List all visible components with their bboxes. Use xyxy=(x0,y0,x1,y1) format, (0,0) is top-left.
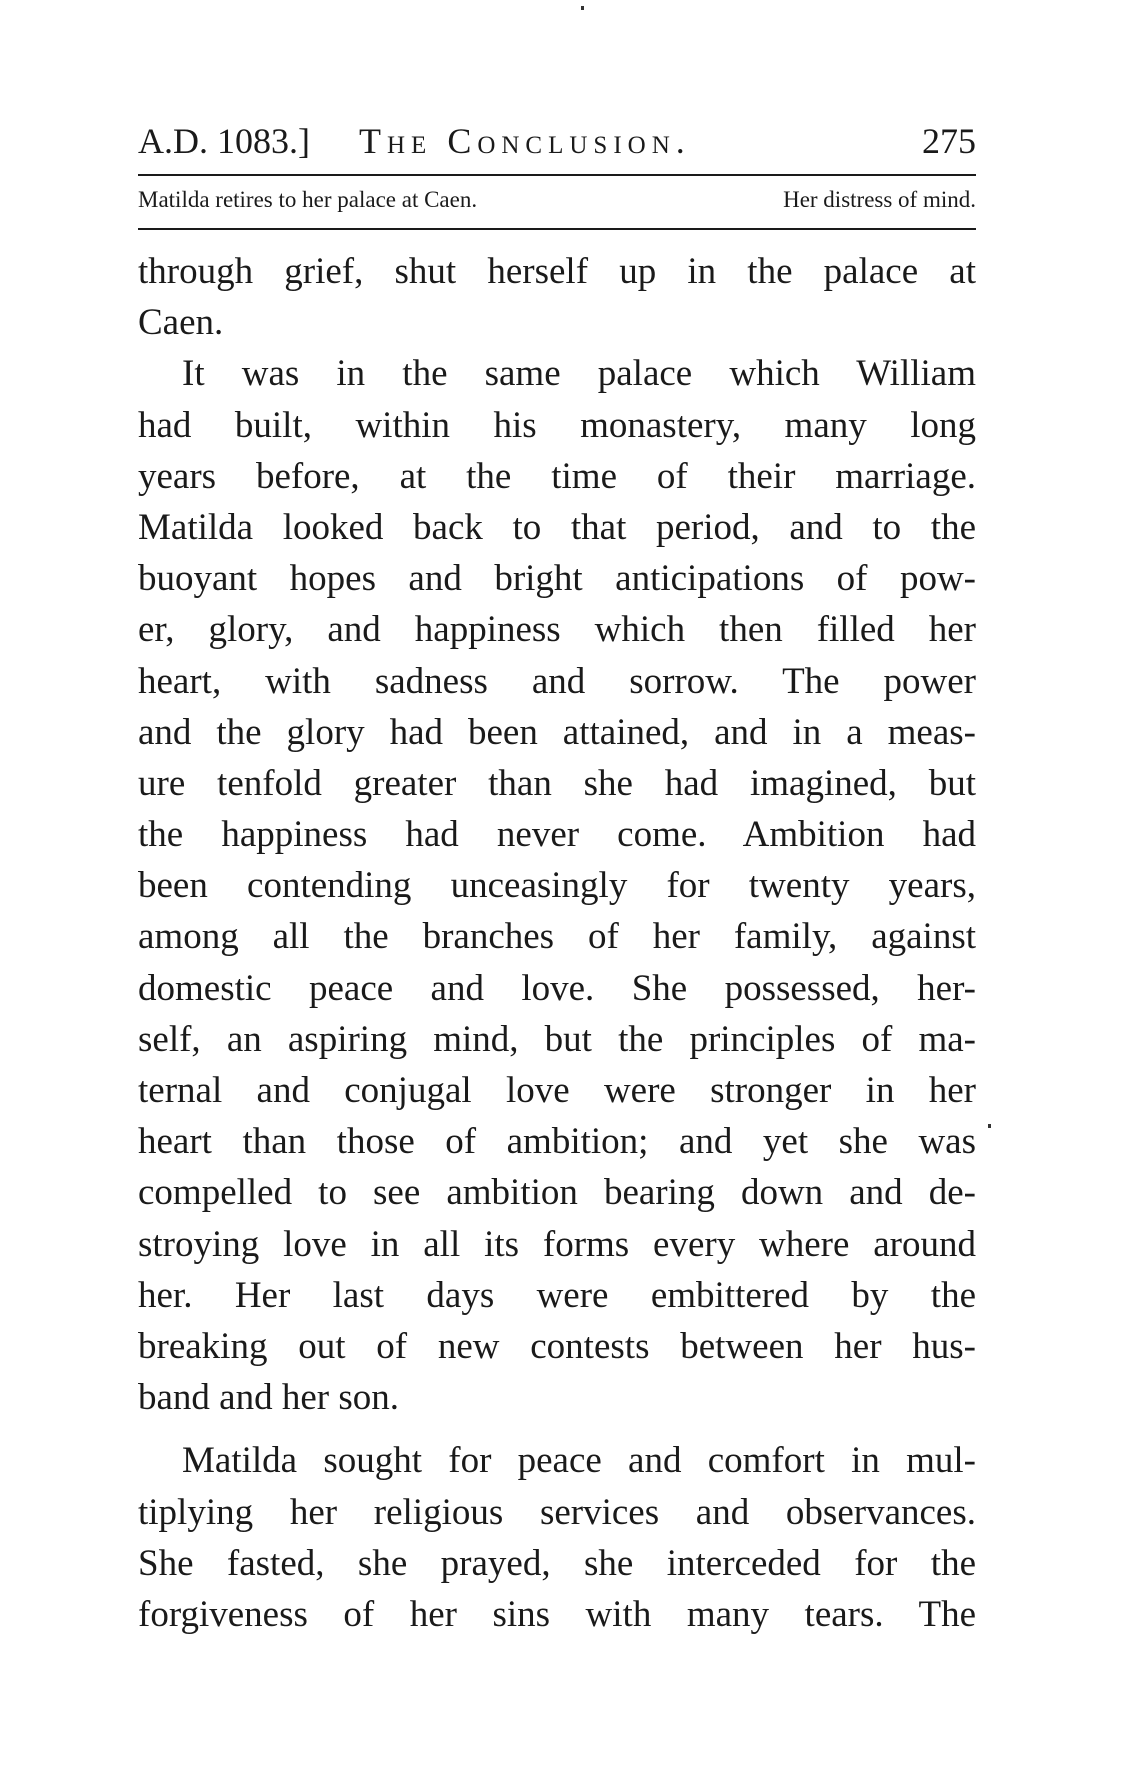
running-head xyxy=(138,116,976,166)
text-line: Caen. xyxy=(138,302,224,344)
text-line: heart than those of ambition; and yet she was xyxy=(138,1121,976,1163)
subhead-left: Matilda retires to her palace at Caen. xyxy=(138,187,478,212)
text-line: through grief, shut herself up in the palace at xyxy=(138,251,976,292)
text-line: Matilda looked back to that period, and to the xyxy=(138,506,976,548)
subheads xyxy=(138,180,976,220)
scan-speck xyxy=(581,6,584,10)
text-line: Matilda sought for peace and comfort in mul- xyxy=(182,1440,976,1482)
header-rule-bottom xyxy=(138,228,976,230)
book-page xyxy=(138,0,976,1789)
paragraph xyxy=(138,1435,976,1640)
paragraph-gap xyxy=(138,1423,976,1435)
subhead-right: Her distress of mind. xyxy=(783,187,976,212)
text-line: heart, with sadness and sorrow. The power xyxy=(138,660,976,702)
page-number: 275 xyxy=(922,121,976,161)
text-line: among all the branches of her family, against xyxy=(138,916,976,958)
text-line: tiplying her religious services and observances. xyxy=(138,1491,976,1533)
text-line: forgiveness of her sins with many tears. The xyxy=(138,1593,976,1635)
paragraph xyxy=(138,348,976,1423)
scan-speck xyxy=(988,1124,991,1128)
header-title: The Conclusion. xyxy=(359,121,691,161)
text-line: been contending unceasingly for twenty years, xyxy=(138,865,976,907)
text-line: stroying love in all its forms every where around xyxy=(138,1223,976,1265)
header-date: A.D. 1083.] xyxy=(138,121,310,161)
text-line: had built, within his monastery, many long xyxy=(138,404,976,446)
text-line: domestic peace and love. She possessed, her- xyxy=(138,967,976,1009)
paragraph xyxy=(138,246,976,348)
body-text xyxy=(138,246,976,1640)
text-line: ternal and conjugal love were stronger in her xyxy=(138,1070,976,1111)
text-line: self, an aspiring mind, but the principles of ma- xyxy=(138,1018,976,1060)
text-line: buoyant hopes and bright anticipations of pow- xyxy=(138,558,976,600)
text-line: breaking out of new contests between her hus- xyxy=(138,1325,976,1367)
text-line: It was in the same palace which William xyxy=(182,353,976,395)
text-line: er, glory, and happiness which then filled her xyxy=(138,609,976,651)
text-line: years before, at the time of their marriage. xyxy=(138,455,976,497)
text-line: and the glory had been attained, and in a meas- xyxy=(138,711,976,753)
text-line: her. Her last days were embittered by the xyxy=(138,1274,976,1316)
text-line: ure tenfold greater than she had imagined, but xyxy=(138,762,976,804)
text-line: compelled to see ambition bearing down and de- xyxy=(138,1172,976,1214)
text-line: band and her son. xyxy=(138,1377,399,1419)
text-line: She fasted, she prayed, she interceded for the xyxy=(138,1542,976,1584)
text-line: the happiness had never come. Ambition had xyxy=(138,814,976,856)
header-rule-top xyxy=(138,174,976,176)
